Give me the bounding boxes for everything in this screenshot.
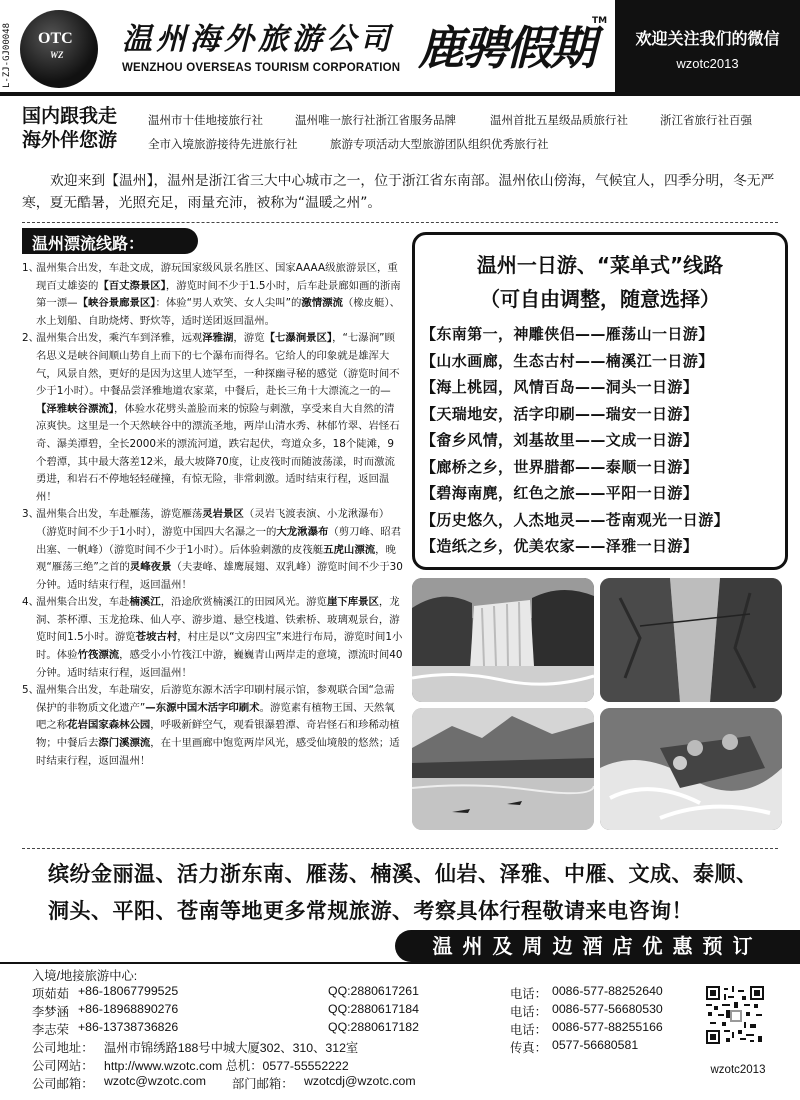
- route-highlight: 【峡谷景廊景区】: [77, 297, 156, 310]
- route-highlight: 灵峰夜景: [129, 561, 172, 574]
- contact-tel-label: 电话：: [510, 1023, 547, 1037]
- address-label: 公司地址：: [32, 1041, 94, 1055]
- route-text: ，沿途欣赏楠溪江的田园风光。游览: [160, 596, 327, 609]
- menu-item: 【畲乡风情，刘基故里——文成一日游】: [421, 431, 699, 449]
- route-text: ，游览时间不少于1.5小时，后车赴景廊如画的浙南第一漂—: [36, 279, 401, 310]
- route-highlight: 灵岩景区: [202, 508, 244, 521]
- route-highlight: 【泽雅峡谷漂流】: [36, 402, 114, 415]
- route-highlight: 大龙湫瀑布: [276, 525, 329, 538]
- honor-item: 全市入境旅游接待先进旅行社: [148, 137, 298, 151]
- route-number: 1、: [22, 262, 40, 274]
- menu-item: 【天瑞地安，活字印刷——瑞安一日游】: [421, 404, 699, 423]
- company-name-cn: 温州海外旅游公司: [122, 22, 394, 57]
- menu-item: 【历史悠久，人杰地灵——苍南观光一日游】: [421, 510, 730, 529]
- wechat-title: 欢迎关注我们的微信: [635, 29, 780, 48]
- route-highlight: 【七瀑涧景区】: [264, 332, 333, 345]
- route-text: ，村庄是以“文房四宝”来进行布局，游览时间1小时。体验: [36, 631, 403, 662]
- rafting-route-item: [22, 594, 404, 682]
- route-highlight: 五虎山漂流: [323, 543, 376, 556]
- dept-email-label: 部门邮箱：: [232, 1077, 294, 1091]
- route-text: ，呼吸新鲜空气，观看银瀑碧潭、奇岩怪石和珍稀动植物；中餐后去: [36, 719, 400, 750]
- menu-item: 【东南第一，神雕侠侣——雁荡山一日游】: [421, 325, 714, 343]
- brand-logo: 鹿骋假期: [418, 21, 594, 75]
- hotel-booking-banner: 温州及周边酒店优惠预订: [395, 930, 800, 962]
- dashed-divider: [22, 848, 778, 849]
- menu-item: 【造纸之乡，优美农家——泽雅一日游】: [421, 537, 699, 555]
- honor-item: 旅游专项活动大型旅游团队组织优秀旅行社: [330, 137, 549, 151]
- rafting-route-item: [22, 682, 404, 770]
- route-text: ，在十里画廊中饱览两岸风光，感受仙境般的悠然；适时结束行程，返回温州！: [36, 737, 400, 767]
- route-number: 3、: [22, 508, 40, 521]
- route-text: 温州集合出发，车赴: [36, 596, 130, 609]
- route-highlight: 崖下库景区: [326, 596, 379, 609]
- contact-tel-label: 电话：: [510, 1005, 547, 1019]
- slogan-line-2: 海外伴您游: [22, 129, 118, 151]
- wechat-id: wzotc2013: [676, 56, 739, 71]
- banner-divider: [0, 962, 800, 964]
- more-tours-line-1: 缤纷金丽温、活力浙东南、雁荡、楠溪、仙岩、泽雅、中雁、文成、泰顺、: [48, 862, 758, 886]
- slogan-line-1: 国内跟我走: [22, 105, 118, 127]
- rafting-route-item: [22, 260, 404, 330]
- contact-tel-label: 电话：: [510, 987, 547, 1001]
- route-text: 温州集合出发，车赴文成，游玩国家级风景名胜区、国家AAAA级旅游景区，重现百丈雄姿的: [36, 262, 398, 292]
- menu-item: 【廊桥之乡，世界腊都——泰顺一日游】: [421, 457, 699, 476]
- email-label: 公司邮箱：: [32, 1077, 94, 1091]
- rafting-route-item: [22, 506, 404, 594]
- route-text: 温州集合出发，车赴瑞安，后游览东源木活字印刷村展示馆，参观联合国“急需保护的非物质文化遗产”: [36, 684, 395, 714]
- menu-item: 【海上桃园，风情百岛——洞头一日游】: [421, 378, 699, 396]
- river-landscape-photo: [412, 708, 594, 830]
- route-text: ，游览: [233, 332, 265, 345]
- contact-mobile: +86-13738736826: [78, 1020, 179, 1034]
- fax: 0577-56680581: [552, 1038, 639, 1052]
- more-tours-note: [48, 856, 768, 930]
- waterfall-photo: [412, 578, 594, 702]
- address: 温州市锦绣路188号中城大厦302、310、312室: [104, 1041, 359, 1055]
- route-text: ，“七瀑涧”顾名思义是峡谷间顺山势自上而下的七个瀑布而得名。它给人的印象就是雄浑大气，风景自然，更好的是因为这里人迹罕至，一种探幽寻秘的感觉（游览时间不少于1小时）。中餐品尝泽雅地道农家菜，中餐后，赴长三角十大漂流之一的—: [36, 332, 400, 398]
- menu-subtitle: （可自由调整，随意选择）: [480, 287, 720, 311]
- route-highlight: 楠溪江: [129, 596, 161, 609]
- honor-item: 温州唯一旅行社浙江省服务品牌: [295, 113, 456, 127]
- trademark-mark: TM: [592, 16, 608, 26]
- menu-routes-box: [412, 232, 788, 570]
- contact-tel: 0086-577-56680530: [552, 1002, 663, 1016]
- wz-logo-text: WZ: [50, 50, 64, 60]
- otc-logo-text: OTC: [38, 30, 73, 47]
- header: [0, 0, 800, 92]
- route-text: （灵岩飞渡表演、小龙湫瀑布）（游览时间不少于1小时），游览中国四大名瀑之一的: [36, 508, 390, 538]
- company-name-en: WENZHOU OVERSEAS TOURISM CORPORATION: [122, 62, 401, 74]
- route-text: ，龙洞、茶杯潭、玉龙抢珠、仙人亭、游步道、悬空栈道、铁索桥、玻璃观景台，游览时间1.5小时。游览: [36, 596, 400, 644]
- rafting-route-item: [22, 330, 404, 506]
- route-highlight: 竹筏漂流: [77, 649, 120, 662]
- website-link[interactable]: http://www.wzotc.com 总机：0577-55552222: [104, 1059, 349, 1073]
- center-label: 入境/地接旅游中心:: [32, 969, 138, 983]
- website-label: 公司网站：: [32, 1059, 94, 1073]
- contact-name: 李志荣: [32, 1023, 69, 1037]
- contact-block: [32, 966, 722, 1100]
- contact-name: 项茹茹: [32, 987, 69, 1001]
- route-number: 2、: [22, 332, 40, 345]
- route-highlight: —东源中国木活字印刷术: [145, 701, 260, 714]
- contact-mobile: +86-18067799525: [78, 984, 179, 998]
- rafting-section-title: 温州漂流线路：: [22, 228, 198, 254]
- dashed-divider: [22, 222, 778, 223]
- menu-title: 温州一日游、“菜单式”线路: [476, 253, 724, 277]
- dept-email-link[interactable]: wzotcdj@wzotc.com: [304, 1074, 416, 1088]
- route-text: （剪刀峰、昭君出塞、一帆峰）（游览时间不少于1小时）。后体验刺激的皮筏艇: [36, 525, 402, 556]
- route-highlight: 花岩国家森林公园: [67, 719, 151, 732]
- route-text: 温州集合出发，乘汽车到泽雅，远观: [36, 332, 203, 345]
- contact-mobile: +86-18968890276: [78, 1002, 179, 1016]
- route-text: （夫妻峰、雄鹰展翅、双乳峰）游览时间不少于30分钟。适时结束行程，返回温州！: [36, 561, 403, 591]
- menu-item: 【山水画廊，生态古村——楠溪江一日游】: [421, 351, 714, 370]
- slogan: [22, 104, 142, 152]
- contact-qq: QQ:2880617182: [328, 1020, 419, 1034]
- route-text: ，晚观“雁荡三绝”之首的: [36, 543, 396, 574]
- otc-logo: [20, 10, 98, 88]
- fax-label: 传真：: [510, 1041, 547, 1055]
- route-text: ：体验“男人欢笑、女人尖叫”的: [155, 297, 302, 310]
- more-tours-line-2: 洞头、平阳、苍南等地更多常规旅游、考察具体行程敬请来电咨询！: [48, 899, 693, 923]
- contact-qq: QQ:2880617184: [328, 1002, 419, 1016]
- email-link[interactable]: wzotc@wzotc.com: [104, 1074, 206, 1088]
- route-text: 。游览素有植物王国、天然氧吧之称: [36, 701, 395, 732]
- route-highlight: 泽雅湖: [202, 332, 234, 345]
- menu-item: 【碧海南麂，红色之旅——平阳一日游】: [421, 484, 699, 502]
- intro-paragraph: 欢迎来到【温州】，温州是浙江省三大中心城市之一，位于浙江省东南部。温州依山傍海，气候宜人，四季分明，冬无严寒，夏无酷暑，光照充足，雨量充沛，被称为“温暖之州”。: [22, 173, 775, 211]
- header-divider: [0, 92, 800, 96]
- route-number: 4、: [22, 596, 40, 609]
- route-highlight: 漈门溪漂流: [98, 737, 151, 750]
- rafting-route-list: [22, 260, 404, 770]
- route-highlight: 激情漂流: [301, 297, 343, 310]
- route-highlight: 苍坡古村: [135, 631, 178, 644]
- honor-item: 温州市十佳地接旅行社: [148, 113, 263, 127]
- contact-qq: QQ:2880617261: [328, 984, 419, 998]
- contact-tel: 0086-577-88255166: [552, 1020, 663, 1034]
- route-text: （橡皮艇）、水上划船、自助烧烤、野炊等，适时送团返回温州。: [36, 297, 401, 327]
- wechat-qr-code: [706, 986, 764, 1044]
- contact-tel: 0086-577-88252640: [552, 984, 663, 998]
- rafting-photo: [600, 708, 782, 830]
- route-text: 温州集合出发，车赴雁荡，游览雁荡: [36, 508, 203, 521]
- canyon-photo: [600, 578, 782, 702]
- route-text: ，体验水花劈头盖脸而来的惊险与刺激，享受来自大自然的清凉爽快。这里是一个天然峡谷中的漂流圣地，两岸山清水秀、林郁竹翠、岩怪石奇、瀑美潭碧，全长2000米的漂流河道，跌宕起伏，弯道众多，18个陡滩，9个碧潭，其中最大落差12米，最大坡降70度，让皮筏时而随波荡漾，时而激流勇进，和岩石不停地轻轻碰撞，有惊无险，非常刺激。适时结束行程，返回温州！: [36, 402, 400, 503]
- route-highlight: 【百丈漈景区】: [98, 279, 166, 292]
- honor-item: 浙江省旅行社百强: [660, 113, 752, 127]
- wechat-panel: [615, 0, 800, 92]
- route-text: ，感受小小竹筏江中游，巍巍青山两岸走的意境，漂流时间40分钟。适时结束行程，返回温州！: [36, 649, 403, 679]
- honor-item: 温州首批五星级品质旅行社: [490, 113, 628, 127]
- qr-caption: wzotc2013: [710, 1064, 766, 1076]
- route-number: 5、: [22, 684, 40, 697]
- contact-name: 李梦涵: [32, 1005, 69, 1019]
- license-code: L-ZJ-GJ00048: [2, 22, 12, 88]
- menu-list: [421, 321, 781, 560]
